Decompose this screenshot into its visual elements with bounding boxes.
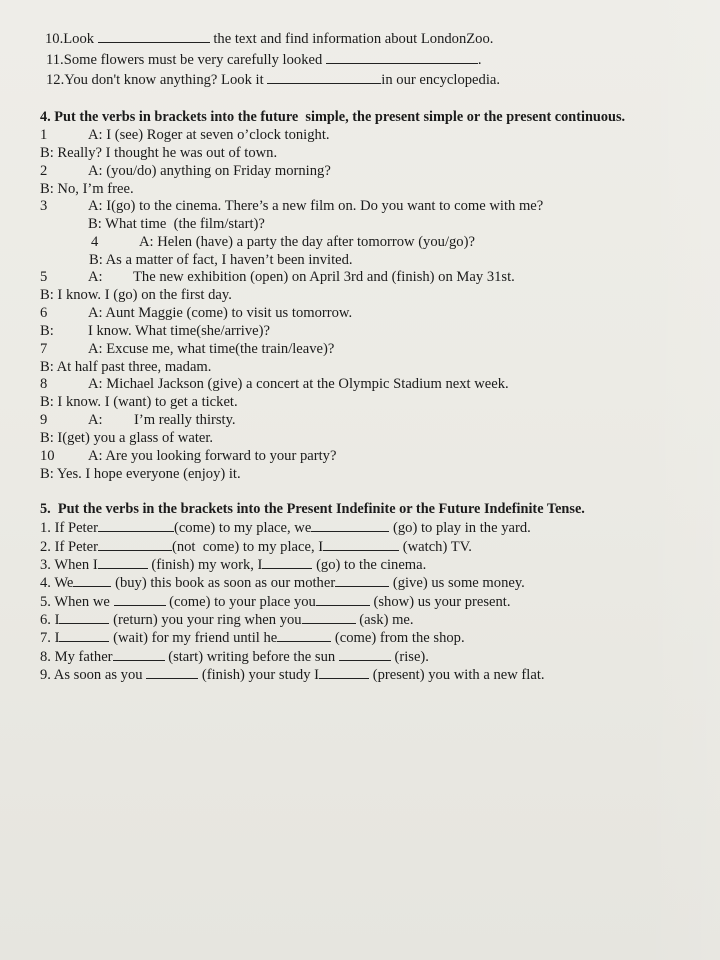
item-text: 9. As soon as you [40,667,143,683]
line-text: I’m really thirsty. [134,412,236,428]
line-text: A: Excuse me, what time(the train/leave)? [88,341,335,357]
answer-blank[interactable] [323,537,399,551]
answer-blank[interactable] [98,537,172,551]
line-text: B: At half past three, madam. [40,359,212,375]
answer-blank[interactable] [262,555,312,569]
exercise-4-heading: 4. Put the verbs in brackets into the future simple, the present simple or the present continuous. [40,109,626,125]
dialogue-line [40,447,336,465]
exercise-5-item-7 [40,628,465,647]
lighting-overlay [640,0,720,960]
exercise-5-heading: 5. Put the verbs in the brackets into the Present Indefinite or the Future Indefinite Tense. [40,501,585,517]
item-text: (finish) your study I [201,667,320,683]
dialogue-line [40,180,134,198]
item-text: (come) to my place, we [173,520,312,536]
item-text: (present) you with a new flat. [372,667,545,683]
line-number: 1 [40,127,48,143]
dialogue-line [40,304,352,322]
line-text: A: Are you looking forward to your party? [88,448,337,464]
dialogue-line [40,358,211,376]
answer-blank[interactable] [311,518,389,532]
answer-blank[interactable] [114,592,166,606]
dialogue-line [89,251,353,269]
line-number: 8 [40,376,48,392]
exercise-5-item-4 [40,573,525,592]
answer-blank[interactable] [146,665,198,679]
answer-blank[interactable] [267,70,381,84]
dialogue-line [40,322,270,340]
dialogue-line [40,144,277,162]
item-text: (not come) to my place, I [171,539,324,555]
answer-blank[interactable] [98,518,174,532]
item-text: 8. My father [40,649,113,665]
line-text: . [477,52,482,68]
exercise-5-item-8 [40,647,429,666]
line-number: 6 [40,305,48,321]
exercise-5-item-6 [40,610,414,629]
item-text: (start) writing before the sun [168,649,336,665]
line-number: 7 [40,341,48,357]
line-number: 2 [40,163,48,179]
line-number: 5 [40,269,48,285]
dialogue-line [40,411,236,429]
line-text: A: I (see) Roger at seven o’clock tonight. [88,127,330,143]
dialogue-line [40,268,515,286]
line-text: in our encyclopedia. [381,72,501,88]
item-text: 6. I [40,612,60,628]
item-text: 2. If Peter [40,539,98,555]
exercise-5-item-9 [40,665,545,684]
dialogue-line [40,286,232,304]
answer-blank[interactable] [73,573,111,587]
line-text: B: I(get) you a glass of water. [40,430,214,446]
exercise-line-11 [46,50,482,69]
item-text: (ask) me. [359,612,414,628]
item-text: (watch) TV. [402,539,472,555]
answer-blank[interactable] [277,628,331,642]
line-text: I know. What time(she/arrive)? [88,323,270,339]
item-text: (show) us your present. [373,594,511,610]
item-text: (return) you your ring when you [113,612,302,628]
item-text: (finish) my work, I [151,557,263,573]
line-text: A: [88,412,103,428]
line-number: 10 [40,448,55,464]
item-text: (come) from the shop. [334,630,465,646]
answer-blank[interactable] [113,647,165,661]
exercise-line-10 [45,29,493,48]
answer-blank[interactable] [59,610,109,624]
line-number: 3 [40,198,48,214]
exercise-5-item-1 [40,518,531,537]
line-text: 12.You don't know anything? Look it [46,72,268,88]
dialogue-line [40,197,543,215]
line-number: 4 [91,234,99,250]
line-text: A: Helen (have) a party the day after tomorrow (you/go)? [139,234,475,250]
line-text: A: Aunt Maggie (come) to visit us tomorrow. [88,305,353,321]
dialogue-line [40,375,509,393]
item-text: 3. When I [40,557,98,573]
answer-blank[interactable] [302,610,356,624]
dialogue-line [40,162,331,180]
line-text: A: [88,269,103,285]
line-text: B: Really? I thought he was out of town. [40,145,278,161]
line-text: B: Yes. I hope everyone (enjoy) it. [40,466,241,482]
item-text: 1. If Peter [40,520,98,536]
line-text: the text and find information about LondonZoo. [209,31,494,47]
item-text: (come) to your place you [169,594,316,610]
exercise-line-12 [46,70,500,89]
line-text: B: No, I’m free. [40,181,134,197]
item-text: (rise). [394,649,429,665]
line-number: B: [40,323,54,339]
answer-blank[interactable] [98,29,210,43]
answer-blank[interactable] [335,573,389,587]
line-text: 11.Some flowers must be very carefully looked [46,52,326,68]
item-text: (buy) this book as soon as our mother [115,575,336,591]
answer-blank[interactable] [98,555,148,569]
exercise-5-item-5 [40,592,511,611]
line-text: B: As a matter of fact, I haven’t been invited. [89,252,353,268]
dialogue-line [40,465,241,483]
item-text: 4. We [40,575,74,591]
item-text: (wait) for my friend until he [113,630,278,646]
line-text: 10.Look [45,31,98,47]
dialogue-line [91,233,475,251]
answer-blank[interactable] [326,50,478,64]
line-text: A: (you/do) anything on Friday morning? [88,163,331,179]
line-text: B: I know. I (want) to get a ticket. [40,394,238,410]
exercise-5-item-3 [40,555,426,574]
dialogue-line [88,215,265,233]
answer-blank[interactable] [319,665,369,679]
line-text: A: Michael Jackson (give) a concert at the Olympic Stadium next week. [88,376,509,392]
item-text: (give) us some money. [392,575,525,591]
item-text: (go) to play in the yard. [392,520,531,536]
item-text: 7. I [40,630,60,646]
answer-blank[interactable] [316,592,370,606]
item-text: (go) to the cinema. [316,557,427,573]
line-number: 9 [40,412,48,428]
dialogue-line [40,340,334,358]
line-text: A: I(go) to the cinema. There’s a new film on. Do you want to come with me? [88,198,544,214]
dialogue-line [40,126,330,144]
item-text: 5. When we [40,594,110,610]
dialogue-line [40,393,238,411]
dialogue-line [40,429,213,447]
line-text: B: What time (the film/start)? [88,216,265,232]
line-text: The new exhibition (open) on April 3rd and (finish) on May 31st. [133,269,515,285]
answer-blank[interactable] [59,628,109,642]
line-text: B: I know. I (go) on the first day. [40,287,232,303]
answer-blank[interactable] [339,647,391,661]
exercise-5-item-2 [40,537,472,556]
